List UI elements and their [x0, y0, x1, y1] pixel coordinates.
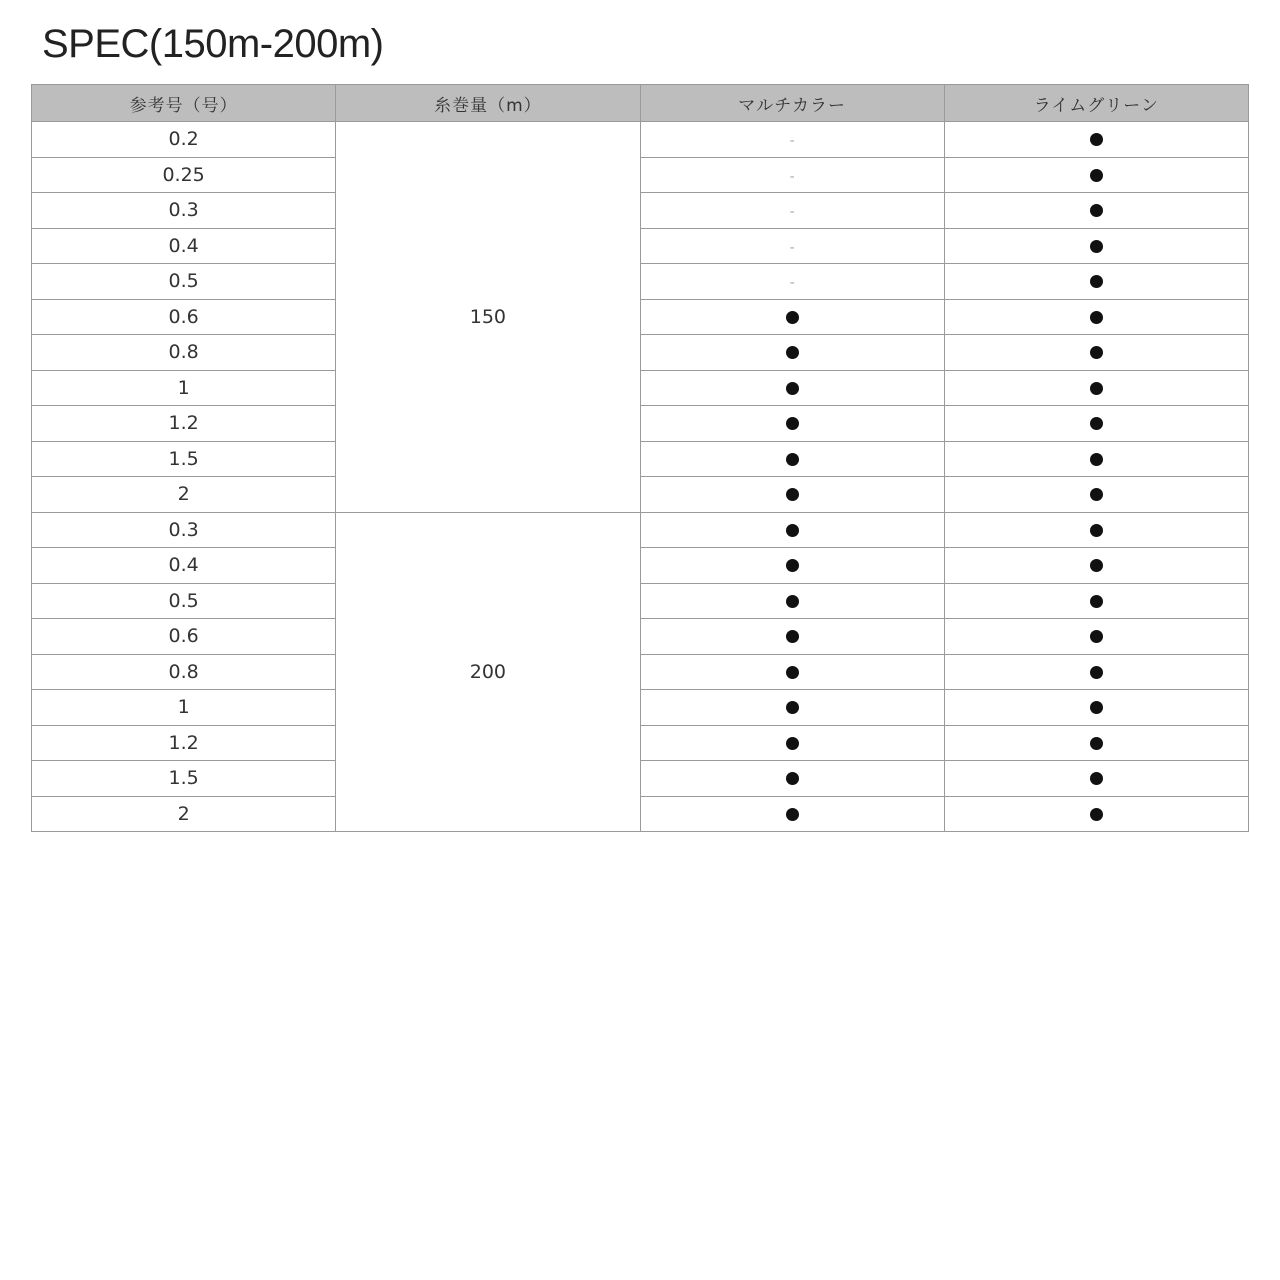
available-dot-icon — [786, 666, 799, 679]
limegreen-availability-cell — [944, 548, 1248, 584]
limegreen-availability-cell — [944, 690, 1248, 726]
size-cell: 0.2 — [32, 122, 336, 158]
page-title: SPEC(150m-200m) — [42, 22, 384, 66]
multicolor-availability-cell — [640, 796, 944, 832]
length-cell: 200 — [336, 512, 640, 832]
multicolor-availability-cell — [640, 299, 944, 335]
multicolor-availability-cell — [640, 264, 944, 300]
available-dot-icon — [786, 524, 799, 537]
size-cell: 1.2 — [32, 406, 336, 442]
table-row — [32, 264, 1249, 300]
size-cell: 1.5 — [32, 441, 336, 477]
multicolor-availability-cell — [640, 654, 944, 690]
limegreen-availability-cell — [944, 228, 1248, 264]
size-cell: 0.5 — [32, 583, 336, 619]
limegreen-availability-cell — [944, 512, 1248, 548]
unavailable-dash: - — [789, 168, 795, 185]
size-cell: 0.3 — [32, 512, 336, 548]
multicolor-availability-cell — [640, 335, 944, 371]
header-length: 糸巻量（m） — [336, 85, 640, 122]
size-cell: 1.2 — [32, 725, 336, 761]
available-dot-icon — [1090, 488, 1103, 501]
available-dot-icon — [786, 453, 799, 466]
spec-table-header — [32, 85, 1249, 122]
limegreen-availability-cell — [944, 725, 1248, 761]
available-dot-icon — [1090, 808, 1103, 821]
limegreen-availability-cell — [944, 193, 1248, 229]
table-row — [32, 299, 1249, 335]
available-dot-icon — [1090, 240, 1103, 253]
multicolor-availability-cell — [640, 157, 944, 193]
available-dot-icon — [786, 737, 799, 750]
limegreen-availability-cell — [944, 654, 1248, 690]
available-dot-icon — [786, 417, 799, 430]
size-cell: 1.5 — [32, 761, 336, 797]
multicolor-availability-cell — [640, 690, 944, 726]
table-row — [32, 228, 1249, 264]
available-dot-icon — [1090, 524, 1103, 537]
available-dot-icon — [1090, 382, 1103, 395]
header-size: 参考号（号） — [32, 85, 336, 122]
multicolor-availability-cell — [640, 725, 944, 761]
multicolor-availability-cell — [640, 477, 944, 513]
available-dot-icon — [1090, 169, 1103, 182]
available-dot-icon — [1090, 204, 1103, 217]
multicolor-availability-cell — [640, 228, 944, 264]
limegreen-availability-cell — [944, 441, 1248, 477]
table-row — [32, 690, 1249, 726]
size-cell: 0.4 — [32, 548, 336, 584]
available-dot-icon — [786, 595, 799, 608]
table-row — [32, 122, 1249, 158]
available-dot-icon — [1090, 595, 1103, 608]
available-dot-icon — [1090, 133, 1103, 146]
table-row — [32, 441, 1249, 477]
limegreen-availability-cell — [944, 370, 1248, 406]
unavailable-dash: - — [789, 204, 795, 221]
header-limegreen: ライムグリーン — [944, 85, 1248, 122]
multicolor-availability-cell — [640, 619, 944, 655]
multicolor-availability-cell — [640, 761, 944, 797]
available-dot-icon — [786, 559, 799, 572]
multicolor-availability-cell — [640, 512, 944, 548]
size-cell: 1 — [32, 690, 336, 726]
available-dot-icon — [1090, 275, 1103, 288]
limegreen-availability-cell — [944, 122, 1248, 158]
size-cell: 0.25 — [32, 157, 336, 193]
available-dot-icon — [1090, 559, 1103, 572]
multicolor-availability-cell — [640, 548, 944, 584]
available-dot-icon — [786, 346, 799, 359]
table-row — [32, 193, 1249, 229]
available-dot-icon — [786, 630, 799, 643]
available-dot-icon — [1090, 666, 1103, 679]
table-row — [32, 583, 1249, 619]
available-dot-icon — [1090, 772, 1103, 785]
table-row — [32, 157, 1249, 193]
table-row — [32, 370, 1249, 406]
limegreen-availability-cell — [944, 619, 1248, 655]
multicolor-availability-cell — [640, 583, 944, 619]
table-row — [32, 512, 1249, 548]
limegreen-availability-cell — [944, 299, 1248, 335]
size-cell: 0.4 — [32, 228, 336, 264]
limegreen-availability-cell — [944, 796, 1248, 832]
table-row — [32, 761, 1249, 797]
size-cell: 0.3 — [32, 193, 336, 229]
table-row — [32, 548, 1249, 584]
available-dot-icon — [1090, 346, 1103, 359]
size-cell: 0.8 — [32, 335, 336, 371]
size-cell: 0.5 — [32, 264, 336, 300]
header-multicolor: マルチカラー — [640, 85, 944, 122]
unavailable-dash: - — [789, 239, 795, 256]
spec-table — [31, 84, 1249, 832]
available-dot-icon — [786, 382, 799, 395]
limegreen-availability-cell — [944, 477, 1248, 513]
table-row — [32, 654, 1249, 690]
available-dot-icon — [786, 808, 799, 821]
unavailable-dash: - — [789, 275, 795, 292]
size-cell: 0.8 — [32, 654, 336, 690]
size-cell: 0.6 — [32, 619, 336, 655]
size-cell: 1 — [32, 370, 336, 406]
unavailable-dash: - — [789, 133, 795, 150]
available-dot-icon — [786, 488, 799, 501]
available-dot-icon — [1090, 701, 1103, 714]
available-dot-icon — [1090, 311, 1103, 324]
table-row — [32, 335, 1249, 371]
header-row — [32, 85, 1249, 122]
size-cell: 2 — [32, 477, 336, 513]
limegreen-availability-cell — [944, 335, 1248, 371]
table-row — [32, 619, 1249, 655]
limegreen-availability-cell — [944, 264, 1248, 300]
multicolor-availability-cell — [640, 370, 944, 406]
available-dot-icon — [786, 772, 799, 785]
limegreen-availability-cell — [944, 583, 1248, 619]
multicolor-availability-cell — [640, 441, 944, 477]
available-dot-icon — [786, 701, 799, 714]
available-dot-icon — [1090, 417, 1103, 430]
multicolor-availability-cell — [640, 406, 944, 442]
table-row — [32, 406, 1249, 442]
table-row — [32, 477, 1249, 513]
limegreen-availability-cell — [944, 157, 1248, 193]
available-dot-icon — [1090, 737, 1103, 750]
available-dot-icon — [786, 311, 799, 324]
limegreen-availability-cell — [944, 406, 1248, 442]
size-cell: 0.6 — [32, 299, 336, 335]
size-cell: 2 — [32, 796, 336, 832]
available-dot-icon — [1090, 453, 1103, 466]
spec-table-body — [32, 122, 1249, 832]
multicolor-availability-cell — [640, 193, 944, 229]
table-row — [32, 725, 1249, 761]
length-cell: 150 — [336, 122, 640, 513]
multicolor-availability-cell — [640, 122, 944, 158]
available-dot-icon — [1090, 630, 1103, 643]
limegreen-availability-cell — [944, 761, 1248, 797]
table-row — [32, 796, 1249, 832]
